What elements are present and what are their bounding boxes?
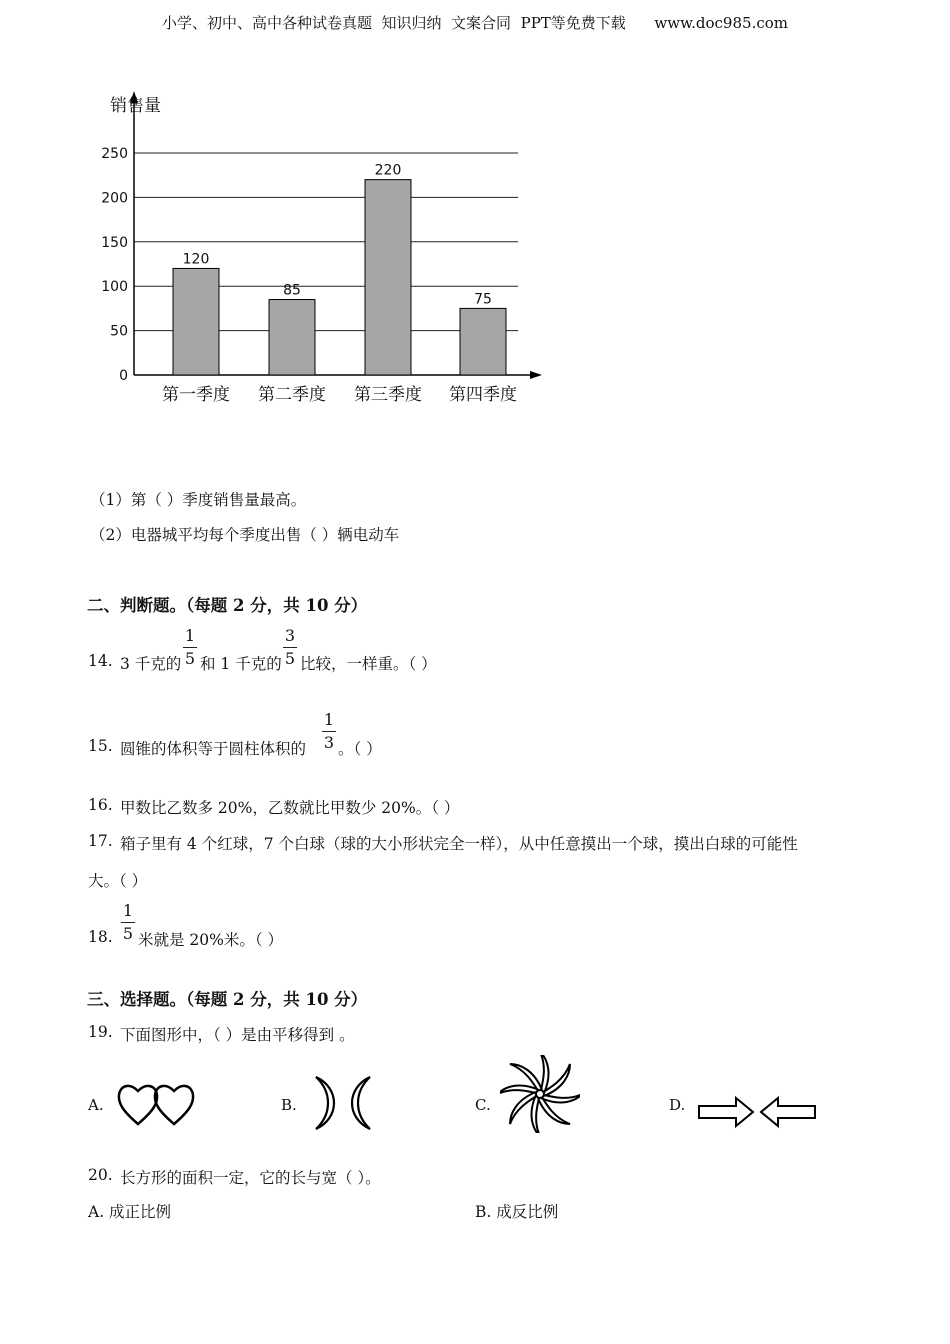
pinwheel-icon — [500, 1055, 580, 1133]
x-category-label-3: 第三季度 — [354, 385, 422, 405]
x-axis-arrow — [530, 371, 542, 379]
q20-number: 20. — [88, 1166, 113, 1184]
two-hearts-icon — [116, 1080, 198, 1130]
q14-frac2-num: 3 — [284, 626, 296, 645]
q20-text: 长方形的面积一定，它的长与宽（ ）。 — [120, 1169, 381, 1187]
q19-option-b-label[interactable]: B. — [281, 1096, 297, 1114]
q14-text1: 3 千克的 — [120, 655, 182, 673]
arrows-icon — [696, 1094, 818, 1130]
q19-number: 19. — [88, 1023, 113, 1041]
q14-text2: 和 1 千克的 — [200, 655, 282, 673]
q14-number: 14. — [88, 652, 113, 670]
sales-bar-chart — [90, 85, 560, 415]
q18-text: 米就是 20%米。（ ） — [138, 931, 284, 949]
bar-3 — [365, 180, 411, 375]
x-category-label-2: 第二季度 — [258, 385, 326, 405]
q15-text1: 圆锥的体积等于圆柱体积的 — [120, 740, 307, 758]
x-category-label-1: 第一季度 — [162, 385, 230, 405]
y-tick-label-150: 150 — [101, 234, 128, 251]
q18-fraction — [120, 902, 136, 943]
q19-option-d-label[interactable]: D. — [669, 1096, 686, 1114]
bar-4 — [460, 308, 506, 375]
q15-fraction — [321, 711, 337, 752]
q19-option-a-label[interactable]: A. — [88, 1096, 104, 1114]
q18-frac-num: 1 — [122, 901, 134, 920]
y-tick-label-100: 100 — [101, 279, 128, 296]
q13-sub2: （2）电器城平均每个季度出售（ ）辆电动车 — [90, 526, 400, 544]
q15-number: 15. — [88, 737, 113, 755]
section2-title: 二、判断题。（每题 2 分，共 10 分） — [87, 596, 368, 615]
q15-frac-num: 1 — [323, 710, 335, 729]
page-header: 小学、初中、高中各种试卷真题 知识归纳 文案合同 PPT等免费下载 www.doc985.com — [161, 14, 788, 32]
q15-text2: 。（ ） — [338, 740, 382, 758]
section3-title: 三、选择题。（每题 2 分，共 10 分） — [87, 990, 368, 1009]
q15-frac-den: 3 — [323, 733, 335, 752]
q19-text: 下面图形中，（ ）是由平移得到 。 — [120, 1026, 355, 1044]
y-tick-label-200: 200 — [101, 190, 128, 207]
bar-2 — [269, 300, 315, 375]
bar-value-label-2: 85 — [283, 282, 301, 299]
bar-value-label-4: 75 — [474, 291, 492, 308]
q17-line1: 箱子里有 4 个红球，7 个白球（球的大小形状完全一样），从中任意摸出一个球，摸出白球的可能性 — [120, 835, 798, 853]
bar-1 — [173, 268, 219, 375]
q17-number: 17. — [88, 832, 113, 850]
q14-frac1-den: 5 — [184, 649, 196, 668]
q18-frac-den: 5 — [122, 924, 134, 943]
q20-option-a[interactable]: A. 成正比例 — [88, 1203, 172, 1221]
y-tick-label-250: 250 — [101, 146, 128, 162]
q14-frac1-num: 1 — [184, 626, 196, 645]
bar-value-label-1: 120 — [182, 251, 210, 268]
y-tick-label-50: 50 — [110, 323, 128, 340]
q13-sub1: （1）第（ ）季度销售量最高。 — [90, 491, 307, 509]
q18-number: 18. — [88, 928, 113, 946]
q14-frac2-den: 5 — [284, 649, 296, 668]
q14-fraction1 — [182, 627, 198, 668]
y-tick-label-0: 0 — [119, 368, 128, 384]
q16-text: 甲数比乙数多 20%，乙数就比甲数少 20%。（ ） — [120, 799, 460, 817]
q14-text3: 比较，一样重。（ ） — [300, 655, 437, 673]
q14-fraction2 — [282, 627, 298, 668]
y-axis-label: 销售量 — [110, 96, 161, 116]
bar-value-label-3: 220 — [374, 162, 402, 179]
q17-line2: 大。（ ） — [88, 872, 148, 890]
x-category-label-4: 第四季度 — [449, 385, 517, 405]
q16-number: 16. — [88, 796, 113, 814]
q19-option-c-label[interactable]: C. — [475, 1096, 491, 1114]
crescent-moons-icon — [310, 1074, 376, 1132]
q20-option-b[interactable]: B. 成反比例 — [475, 1203, 559, 1221]
